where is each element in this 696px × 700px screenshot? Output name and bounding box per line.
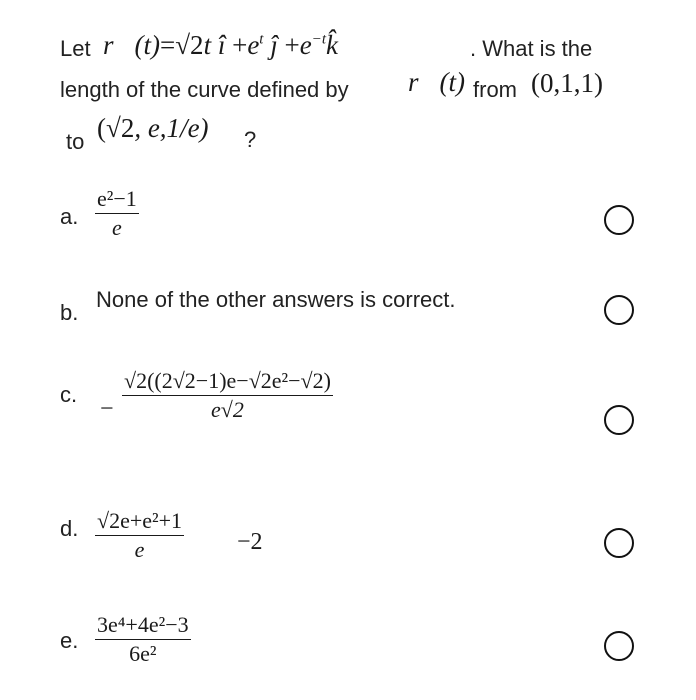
exp-t: t [259, 31, 264, 48]
option-b-text: None of the other answers is correct. [96, 287, 456, 312]
option-d-numerator: √2e+e²+1 [97, 508, 183, 533]
r-vector: r⃗(t) [103, 30, 160, 60]
plus-2: + [284, 30, 300, 60]
question-mark: ? [244, 127, 257, 152]
equals-sign: = [160, 30, 176, 60]
end-point-rest: , e,1/e) [134, 113, 209, 143]
option-a-numerator: e²−1 [97, 186, 137, 211]
option-c-radio[interactable] [604, 405, 634, 435]
length-text: length of the curve defined by [60, 77, 349, 102]
sqrt-2 [175, 30, 203, 61]
j-hat: ĵ [270, 30, 278, 60]
option-e-radio[interactable] [604, 631, 634, 661]
option-e-denominator: 6e² [129, 641, 157, 666]
option-c-denominator: e√2 [211, 397, 244, 422]
i-term: t î [203, 30, 226, 60]
let-word: Let [60, 36, 91, 61]
what-is-the-text: . What is the [470, 36, 593, 61]
option-e-fraction [95, 612, 191, 667]
r-of-t-expression [103, 30, 338, 61]
end-point-paren: ( [97, 113, 106, 143]
to-word: to [66, 129, 85, 154]
option-c-numerator: √2((2√2−1)e−√2e²−√2) [124, 368, 331, 393]
r-of-t-again: r⃗(t) [408, 67, 465, 97]
option-c-fraction [122, 368, 333, 423]
option-d-denominator: e [134, 537, 145, 562]
option-e-letter: e. [60, 628, 79, 653]
end-sqrt-2 [106, 113, 134, 144]
e-base-2: e [299, 30, 312, 60]
plus-1: + [232, 30, 248, 60]
option-a-denominator: e [112, 215, 122, 240]
from-word: from [473, 77, 517, 102]
option-d-tail: −2 [237, 529, 263, 555]
option-b-letter: b. [60, 300, 79, 325]
start-point: (0,1,1) [531, 68, 603, 98]
sqrt-2-text: √2 [175, 30, 204, 60]
option-d-radio[interactable] [604, 528, 634, 558]
option-e-numerator: 3e⁴+4e²−3 [97, 612, 189, 637]
option-a-fraction [95, 186, 139, 241]
option-c-letter: c. [60, 382, 78, 407]
end-point [97, 113, 209, 144]
exp-neg-t: −t [311, 31, 326, 48]
k-hat: k̂ [326, 30, 338, 60]
option-c-sign: − [100, 396, 114, 422]
e-base-1: e [247, 30, 260, 60]
option-a-letter: a. [60, 204, 79, 229]
end-sqrt-2-text: √2 [106, 113, 135, 143]
option-a-radio[interactable] [604, 205, 634, 235]
option-b-radio[interactable] [604, 295, 634, 325]
option-d-fraction [95, 508, 184, 563]
option-d-letter: d. [60, 516, 79, 541]
